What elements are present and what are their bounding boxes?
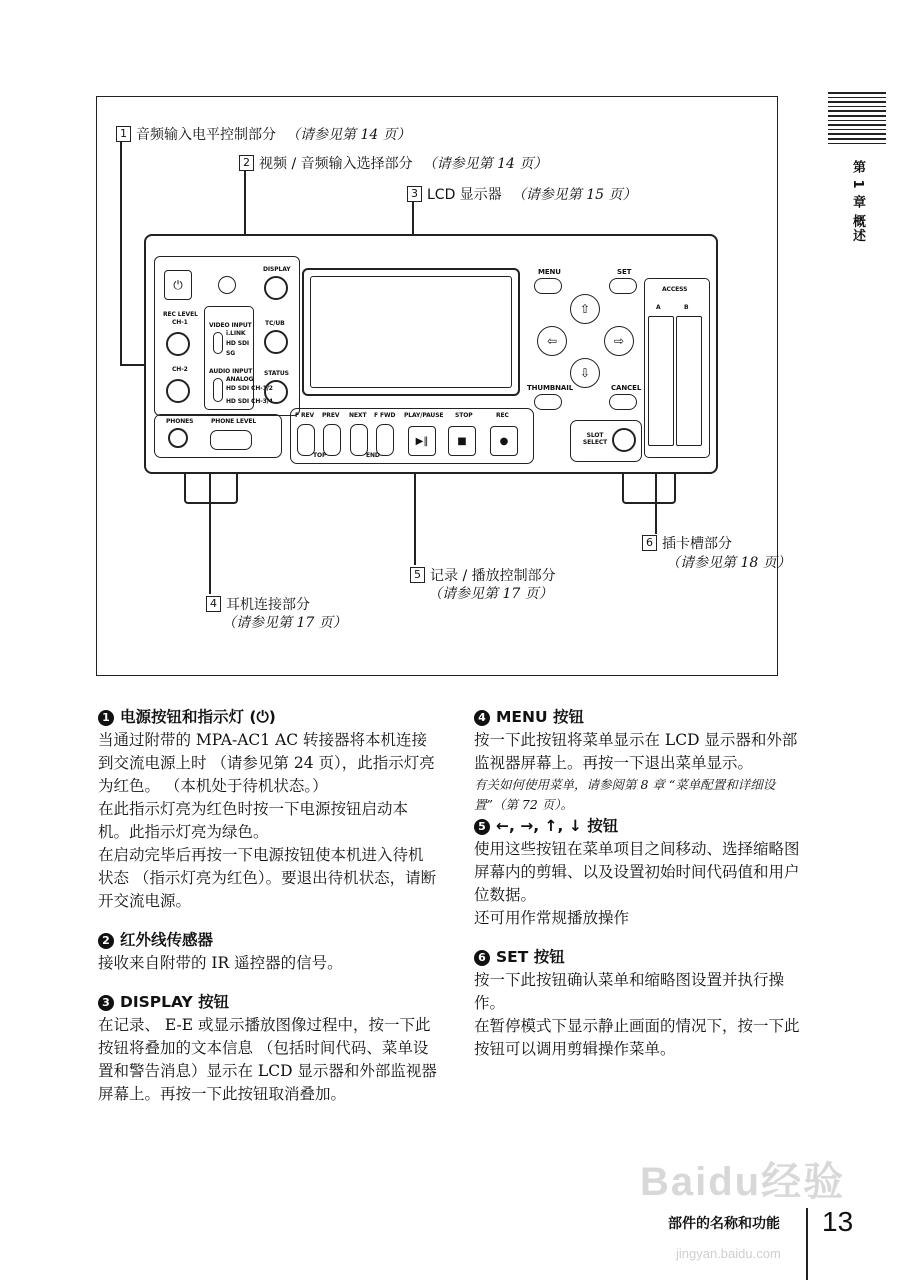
stop-button[interactable]: [448, 426, 476, 456]
phones-jack[interactable]: [168, 428, 188, 448]
ir-sensor: [218, 276, 236, 294]
play-pause-icon: ▶‖: [415, 435, 429, 447]
section-para: 在记录、 E-E 或显示播放图像过程中，按一下此按钮将叠加的文本信息 （包括时间代码、菜单设置和警告消息）显示在 LCD 显示器和外部监视器屏幕上。再按一下此按钮取消叠加。: [98, 1016, 437, 1103]
leader-line-5: [414, 465, 416, 565]
play-pause-label: PLAY/PAUSE: [404, 412, 444, 419]
ch1-level-knob[interactable]: [166, 332, 190, 356]
tcub-button[interactable]: [264, 330, 288, 354]
section-note: 有关如何使用菜单，请参阅第 8 章 “菜单配置和详细设置”（第 72 页）。: [474, 777, 776, 812]
up-arrow-icon: ⇧: [579, 302, 591, 316]
callout-1: 1 音频输入电平控制部分 （请参见第 14 页）: [116, 124, 411, 144]
section-title: 红外线传感器: [120, 931, 214, 949]
set-button[interactable]: [609, 278, 637, 294]
tcub-label: TC/UB: [265, 320, 285, 327]
rec-level-label: REC LEVEL: [163, 311, 198, 318]
analog-label: ANALOG: [226, 376, 254, 383]
status-button[interactable]: [264, 380, 288, 404]
up-button[interactable]: [570, 294, 600, 324]
phones-label: PHONES: [166, 418, 194, 425]
footer-section-name: 部件的名称和功能: [668, 1216, 780, 1232]
section-number: 4: [474, 710, 490, 726]
hdsdi-ch12-label: HD SDI CH-1/2: [226, 385, 273, 392]
stop-icon: ■: [457, 435, 467, 447]
video-input-label: VIDEO INPUT: [209, 322, 252, 329]
video-input-switch[interactable]: [213, 332, 223, 354]
device-foot-right: [622, 474, 676, 504]
section-number: 2: [98, 933, 114, 949]
section-3: [98, 991, 438, 1106]
audio-input-label: AUDIO INPUT: [209, 368, 253, 375]
ch2-level-knob[interactable]: [166, 379, 190, 403]
section-para: 还可用作常规播放操作: [474, 909, 630, 927]
section-para: 在此指示灯亮为红色时按一下电源按钮启动本机。此指示灯亮为绿色。: [98, 800, 409, 841]
slot-a-label: A: [656, 304, 661, 311]
display-label: DISPLAY: [263, 266, 291, 273]
section-4: [474, 706, 804, 815]
section-5: [474, 815, 804, 930]
section-6: [474, 946, 804, 1061]
ffwd-label: F FWD: [374, 412, 396, 419]
section-title: SET 按钮: [496, 948, 565, 966]
access-label: ACCESS: [662, 286, 688, 293]
down-arrow-icon: ⇩: [579, 366, 591, 380]
left-arrow-icon: ⇦: [546, 334, 558, 348]
hdsdi-ch34-label: HD SDI CH-3/4: [226, 398, 273, 405]
section-para: 按一下此按钮将菜单显示在 LCD 显示器和外部监视器屏幕上。再按一下退出菜单显示。: [474, 731, 798, 772]
left-button[interactable]: [537, 326, 567, 356]
leader-line-1: [120, 141, 122, 365]
thumbnail-button[interactable]: [534, 394, 562, 410]
section-2: [98, 929, 438, 975]
callout-5: 5 记录 / 播放控制部分: [410, 565, 556, 585]
power-button[interactable]: [164, 270, 192, 300]
section-number: 6: [474, 950, 490, 966]
page-number: 13: [822, 1206, 854, 1237]
set-label: SET: [617, 268, 632, 276]
ch1-label: CH-1: [172, 319, 188, 326]
watermark-url: jingyan.baidu.com: [676, 1246, 781, 1261]
stop-label: STOP: [455, 412, 473, 419]
status-label: STATUS: [264, 370, 289, 377]
hdsdi-label: HD SDI: [226, 340, 250, 347]
callout-2: 2 视频 / 音频输入选择部分 （请参见第 14 页）: [239, 153, 547, 173]
rec-icon: ●: [499, 435, 509, 447]
section-para: 当通过附带的 MPA-AC1 AC 转接器将本机连接到交流电源上时 （请参见第 24 页），此指示灯亮为红色。 （本机处于待机状态。）: [98, 731, 435, 795]
down-button[interactable]: [570, 358, 600, 388]
right-column: [474, 706, 804, 1077]
lcd-display: [302, 268, 520, 396]
section-para: 在启动完毕后再按一下电源按钮使本机进入待机状态 （指示灯亮为红色）。要退出待机状态，请断开交流电源。: [98, 846, 437, 910]
section-title: MENU 按钮: [496, 708, 584, 726]
section-title: DISPLAY 按钮: [120, 993, 230, 1011]
audio-input-switch[interactable]: [213, 378, 223, 402]
section-title: 电源按钮和指示灯 (⏻): [120, 708, 276, 726]
section-para: 接收来自附带的 IR 遥控器的信号。: [98, 954, 343, 972]
rec-button[interactable]: [490, 426, 518, 456]
section-number: 1: [98, 710, 114, 726]
cancel-button[interactable]: [609, 394, 637, 410]
section-para: 按一下此按钮确认菜单和缩略图设置并执行操作。: [474, 971, 785, 1012]
section-1: [98, 706, 438, 913]
card-slot-a[interactable]: [648, 316, 674, 446]
section-para: 使用这些按钮在菜单项目之间移动、选择缩略图屏幕内的剪辑、以及设置初始时间代码值和用户位数据。: [474, 840, 800, 904]
ch2-label: CH-2: [172, 366, 188, 373]
callout-4-ref: （请参见第 17 页）: [222, 615, 347, 631]
menu-button[interactable]: [534, 278, 562, 294]
section-number: 3: [98, 995, 114, 1011]
callout-5-ref: （请参见第 17 页）: [428, 586, 553, 602]
right-button[interactable]: [604, 326, 634, 356]
callout-6-ref: （请参见第 18 页）: [666, 555, 791, 571]
slot-b-label: B: [684, 304, 689, 311]
section-title: ←, →, ↑, ↓ 按钮: [496, 817, 619, 835]
watermark-logo: Baidu经验: [640, 1160, 846, 1204]
top-label: TOP: [313, 452, 327, 459]
prev-label: PREV: [322, 412, 340, 419]
slot-select-button[interactable]: [612, 428, 636, 452]
callout-6: 6 插卡槽部分: [642, 533, 732, 553]
ilink-label: i.LINK: [226, 330, 246, 337]
callout-4: 4 耳机连接部分: [206, 594, 310, 614]
chapter-tab: [828, 92, 886, 147]
section-number: 5: [474, 819, 490, 835]
slot-select-label: SLOT SELECT: [582, 432, 608, 446]
right-arrow-icon: ⇨: [613, 334, 625, 348]
card-slot-b[interactable]: [676, 316, 702, 446]
device-foot-left: [184, 474, 238, 504]
footer-divider: [806, 1208, 808, 1280]
callout-3: 3 LCD 显示器 （请参见第 15 页）: [407, 184, 637, 204]
next-label: NEXT: [349, 412, 367, 419]
play-pause-button[interactable]: [408, 426, 436, 456]
thumbnail-label: THUMBNAIL: [527, 384, 574, 392]
phone-level-button[interactable]: [210, 430, 252, 450]
cancel-label: CANCEL: [611, 384, 642, 392]
chapter-label: 第 1 章 概述: [850, 160, 865, 243]
power-icon: ⏻: [173, 277, 183, 292]
sg-label: SG: [226, 350, 236, 357]
end-label: END: [366, 452, 380, 459]
left-column: [98, 706, 438, 1122]
section-para: 在暂停模式下显示静止画面的情况下，按一下此按钮可以调用剪辑操作菜单。: [474, 1017, 800, 1058]
frev-label: F REV: [295, 412, 315, 419]
display-button[interactable]: [264, 276, 288, 300]
menu-label: MENU: [538, 268, 561, 276]
phone-level-label: PHONE LEVEL: [211, 418, 257, 425]
rec-label: REC: [496, 412, 509, 419]
